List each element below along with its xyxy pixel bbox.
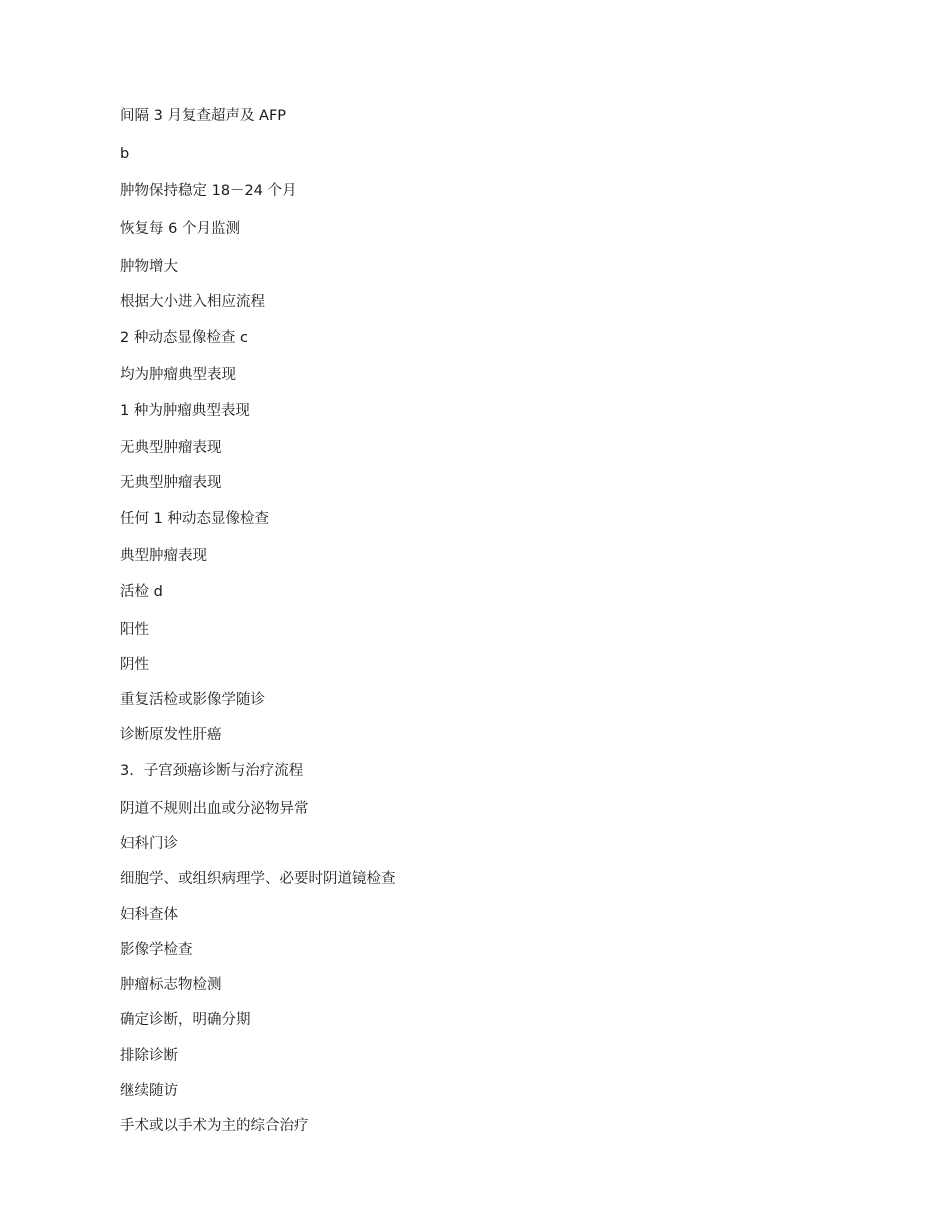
text-line: 肿物增大 <box>120 259 178 275</box>
text-line: 妇科门诊 <box>120 836 178 852</box>
text-line: 阴性 <box>120 657 149 673</box>
text-line: 肿瘤标志物检测 <box>120 977 222 993</box>
text-line: 细胞学、或组织病理学、必要时阴道镜检查 <box>120 871 396 887</box>
text-line: 阳性 <box>120 622 149 638</box>
text-line: 1 种为肿瘤典型表现 <box>120 403 250 419</box>
text-line: 阴道不规则出血或分泌物异常 <box>120 801 309 817</box>
text-line: 恢复每 6 个月监测 <box>120 221 240 237</box>
text-line: 确定诊断，明确分期 <box>120 1012 251 1028</box>
text-line: 根据大小进入相应流程 <box>120 294 265 310</box>
text-line: 影像学检查 <box>120 942 193 958</box>
text-line: 继续随访 <box>120 1083 178 1099</box>
text-line: b <box>120 146 130 162</box>
text-line: 均为肿瘤典型表现 <box>120 367 236 383</box>
text-line: 典型肿瘤表现 <box>120 548 207 564</box>
text-line: 诊断原发性肝癌 <box>120 727 222 743</box>
text-line: 重复活检或影像学随诊 <box>120 692 265 708</box>
text-line: 肿物保持稳定 18－24 个月 <box>120 183 297 199</box>
text-line: 手术或以手术为主的综合治疗 <box>120 1118 309 1134</box>
text-line: 无典型肿瘤表现 <box>120 440 222 456</box>
text-line: 活检 d <box>120 584 163 600</box>
text-line: 间隔 3 月复查超声及 AFP <box>120 108 287 124</box>
section-heading: 3．子宫颈癌诊断与治疗流程 <box>120 763 304 779</box>
text-line: 妇科查体 <box>120 907 178 923</box>
text-line: 无典型肿瘤表现 <box>120 475 222 491</box>
text-line: 任何 1 种动态显像检查 <box>120 511 269 527</box>
text-line: 排除诊断 <box>120 1048 178 1064</box>
text-line: 2 种动态显像检查 c <box>120 330 248 346</box>
